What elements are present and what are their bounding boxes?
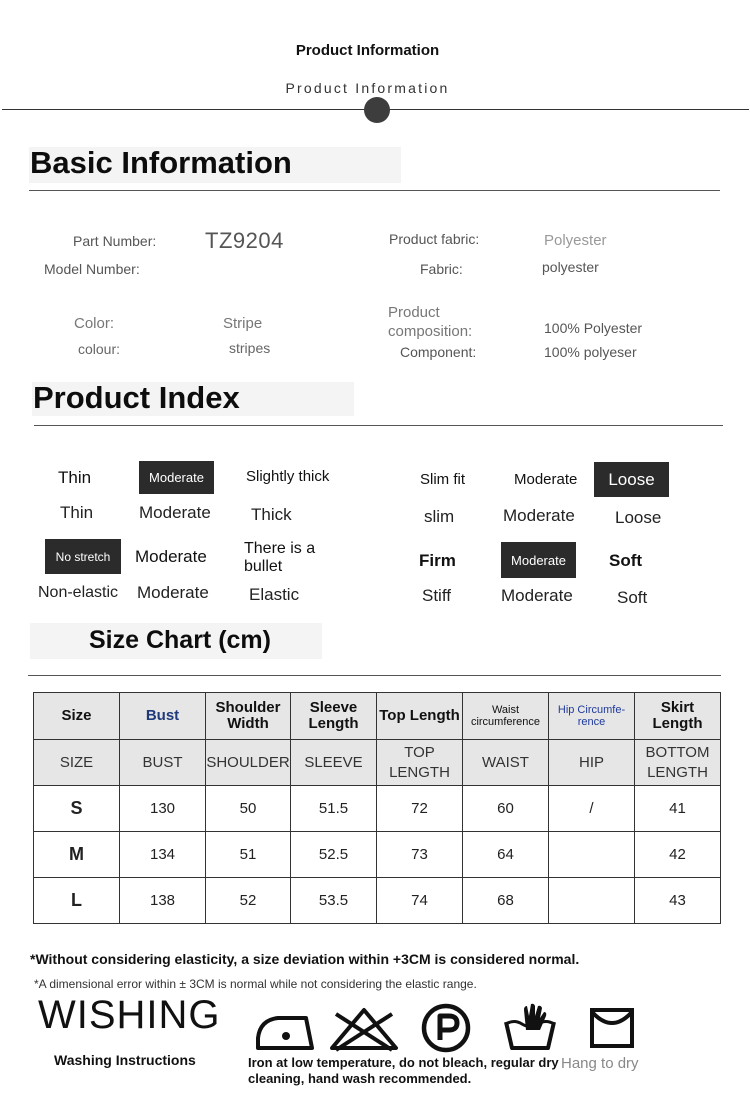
- header-en-cell: SLEEVE: [291, 740, 377, 786]
- size-chart-heading: Size Chart (cm): [89, 626, 271, 654]
- washing-description: Iron at low temperature, do not bleach, regular dry cleaning, hand wash recommended.: [248, 1055, 559, 1086]
- softness-stiff-sub: Stiff: [422, 586, 451, 605]
- thickness-thin-label: Thin: [58, 468, 92, 487]
- header-en-cell: BOTTOM LENGTH: [635, 740, 721, 786]
- hang-to-dry-label: Hang to dry: [561, 1055, 639, 1072]
- colour-value: stripes: [229, 340, 271, 356]
- composition-label: Product composition:: [388, 304, 473, 340]
- softness-moderate-selected: Moderate: [501, 542, 576, 578]
- elasticity-moderate-sub: Moderate: [137, 583, 209, 602]
- fit-loose-sub: Loose: [615, 508, 662, 527]
- fit-moderate-sub: Moderate: [503, 506, 575, 525]
- table-cell: 64: [463, 832, 549, 878]
- header-cell-top-length: Top Length: [377, 693, 463, 740]
- size-note-primary: *Without considering elasticity, a size deviation within +3CM is considered normal.: [30, 951, 580, 967]
- size-chart-header-row: [34, 693, 721, 740]
- table-row: [34, 786, 721, 832]
- fit-loose-selected: Loose: [594, 462, 669, 497]
- table-cell: 52: [206, 878, 291, 924]
- header-en-cell: TOP LENGTH: [377, 740, 463, 786]
- table-cell: 74: [377, 878, 463, 924]
- no-bleach-icon: [328, 1006, 400, 1052]
- washing-title: WISHING: [38, 993, 221, 1037]
- table-cell: 42: [635, 832, 721, 878]
- elasticity-no-stretch-selected: No stretch: [45, 539, 121, 574]
- elasticity-non-elastic-sub: Non-elastic: [38, 584, 119, 601]
- header-en-cell: BUST: [120, 740, 206, 786]
- thickness-thin-sub: Thin: [60, 503, 94, 522]
- part-number-label: Part Number:: [73, 233, 157, 249]
- size-cell: L: [34, 878, 120, 924]
- table-cell: 51: [206, 832, 291, 878]
- component-value: 100% polyeser: [544, 344, 637, 360]
- elasticity-bullet-label: There is a bullet: [244, 540, 316, 575]
- product-fabric-label: Product fabric:: [389, 231, 480, 247]
- header-cell-shoulder: Shoulder Width: [206, 693, 291, 740]
- header-cell-bust: Bust: [120, 693, 206, 740]
- color-value: Stripe: [223, 315, 263, 332]
- fabric-label: Fabric:: [420, 261, 463, 277]
- colour-label: colour:: [78, 341, 121, 357]
- table-row: [34, 878, 721, 924]
- table-cell: 68: [463, 878, 549, 924]
- size-chart-table: [33, 692, 721, 924]
- basic-info-divider: [29, 190, 720, 191]
- fit-slim-sub: slim: [424, 507, 455, 526]
- softness-firm-label: Firm: [419, 551, 456, 570]
- table-cell: 41: [635, 786, 721, 832]
- header-en-cell: SIZE: [34, 740, 120, 786]
- product-index-divider: [34, 425, 723, 426]
- iron-low-icon: [254, 1006, 318, 1052]
- table-cell: 134: [120, 832, 206, 878]
- size-cell: M: [34, 832, 120, 878]
- elasticity-moderate-label: Moderate: [135, 547, 207, 566]
- component-label: Component:: [400, 344, 477, 360]
- table-cell: 53.5: [291, 878, 377, 924]
- hang-dry-icon: [588, 1006, 636, 1050]
- header-cell-skirt-length: Skirt Length: [635, 693, 721, 740]
- dry-clean-p-icon: [420, 1002, 472, 1054]
- thickness-thick-sub: Thick: [251, 505, 292, 524]
- fit-slim-label: Slim fit: [420, 471, 465, 488]
- table-cell: [549, 832, 635, 878]
- softness-moderate-sub: Moderate: [501, 586, 573, 605]
- size-chart-header-en-row: [34, 740, 721, 786]
- table-cell: 51.5: [291, 786, 377, 832]
- product-index-heading: Product Index: [33, 380, 240, 415]
- softness-soft-sub: Soft: [617, 588, 648, 607]
- header-dot: [364, 97, 390, 123]
- table-cell: /: [549, 786, 635, 832]
- table-cell: 72: [377, 786, 463, 832]
- washing-instructions-label: Washing Instructions: [54, 1052, 196, 1068]
- color-label: Color:: [74, 315, 115, 332]
- header-en-cell: SHOULDER: [206, 740, 291, 786]
- header-cell-waist: Waist circumference: [463, 693, 549, 740]
- model-number-label: Model Number:: [44, 261, 140, 277]
- table-cell: 52.5: [291, 832, 377, 878]
- header-en-cell: HIP: [549, 740, 635, 786]
- table-row: [34, 832, 721, 878]
- header-cell-hip: Hip Circumfe-rence: [549, 693, 635, 740]
- thickness-moderate-selected: Moderate: [139, 461, 214, 494]
- size-cell: S: [34, 786, 120, 832]
- table-cell: 138: [120, 878, 206, 924]
- thickness-moderate-sub: Moderate: [139, 503, 211, 522]
- product-fabric-value: Polyester: [544, 232, 607, 249]
- table-cell: 50: [206, 786, 291, 832]
- header-en-cell: WAIST: [463, 740, 549, 786]
- page-title: Product Information: [295, 42, 440, 59]
- size-chart-divider: [28, 675, 721, 676]
- table-cell: 60: [463, 786, 549, 832]
- elasticity-elastic-sub: Elastic: [249, 585, 300, 604]
- composition-value: 100% Polyester: [544, 320, 643, 336]
- basic-info-heading: Basic Information: [30, 145, 292, 180]
- fit-moderate-label: Moderate: [514, 471, 578, 488]
- size-note-secondary: *A dimensional error within ± 3CM is normal while not considering the elastic range.: [34, 977, 477, 991]
- thickness-slightly-thick-label: Slightly thick: [246, 468, 330, 485]
- softness-soft-label: Soft: [609, 551, 643, 570]
- table-cell: [549, 878, 635, 924]
- fabric-value: polyester: [542, 259, 599, 275]
- table-cell: 43: [635, 878, 721, 924]
- page-subtitle: Product Information: [285, 80, 450, 96]
- header-cell-sleeve: Sleeve Length: [291, 693, 377, 740]
- table-cell: 73: [377, 832, 463, 878]
- table-cell: 130: [120, 786, 206, 832]
- hand-wash-icon: [500, 1000, 560, 1052]
- part-number-value: TZ9204: [205, 228, 284, 253]
- header-cell-size: Size: [34, 693, 120, 740]
